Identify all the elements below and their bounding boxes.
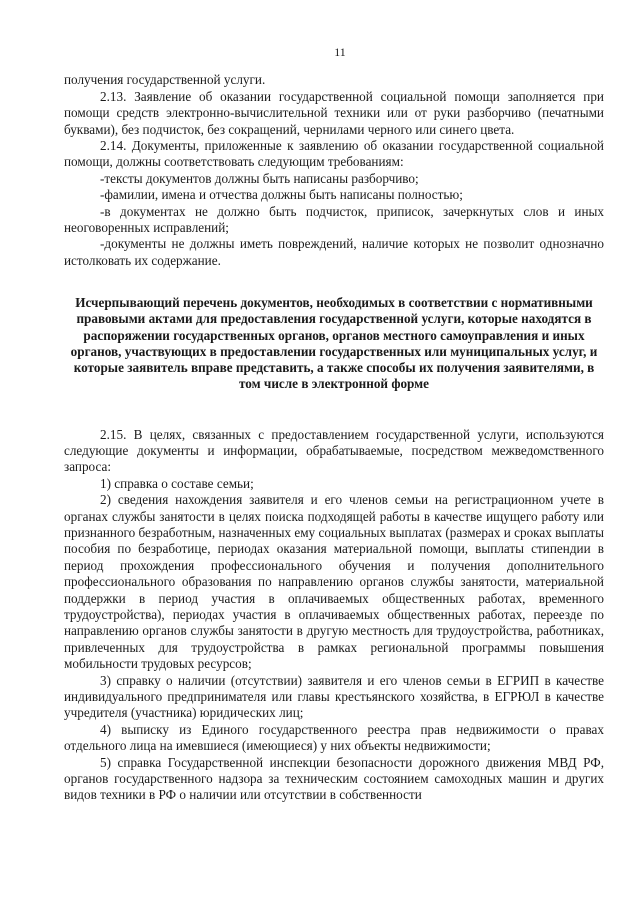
paragraph-2-14: 2.14. Документы, приложенные к заявлению об оказании государственной социальной помощи, должны соответствовать следующим требованиям: — [64, 138, 604, 170]
paragraph-2-13: 2.13. Заявление об оказании государственной социальной помощи заполняется при помощи средств электронно-вычислительной техники или от руки разборчиво (печатными буквами), без подчисток, без сокращений, чернилами черного или синего цвета. — [64, 88, 604, 137]
list-item: 5) справка Государственной инспекции безопасности дорожного движения МВД РФ, органов государственного надзора за техническим состоянием самоходных машин и других видов техники в РФ о наличии или отсутствии в собственности — [64, 754, 604, 803]
top-section — [64, 72, 604, 269]
list-item: 4) выписку из Единого государственного реестра прав недвижимости о правах отдельного лица на имевшиеся (имеющиеся) у них объекты недвижимости; — [64, 721, 604, 754]
requirement-item: -документы не должны иметь повреждений, наличие которых не позволит однозначно истолковать их содержание. — [64, 236, 604, 268]
requirement-item: -тексты документов должны быть написаны разборчиво; — [100, 170, 419, 186]
bottom-section — [64, 427, 604, 804]
list-item: 3) справку о наличии (отсутствии) заявителя и его членов семьи в ЕГРИП в качестве индивидуального предпринимателя или главы крестьянского хозяйства, в ЕГРЮЛ в качестве учредителя (участника) юридических лиц; — [64, 672, 604, 721]
list-item: 1) справка о составе семьи; — [100, 475, 254, 491]
section-heading: Исчерпывающий перечень документов, необходимых в соответствии с нормативными правовыми актами для предоставления государственной услуги, которые находятся в распоряжении государственных органов, органов местного самоуправления и иных органов, участвующих в предоставлении государственных или муниципальных услуг, и которые заявитель вправе представить, а также способы их получения заявителями, в том числе в электронной форме — [70, 295, 598, 392]
paragraph-continuation: получения государственной услуги. — [64, 72, 266, 88]
requirement-item: -фамилии, имена и отчества должны быть написаны полностью; — [100, 187, 463, 203]
requirement-item: -в документах не должно быть подчисток, приписок, зачеркнутых слов и иных неоговоренных исправлений; — [64, 203, 604, 236]
list-item: 2) сведения нахождения заявителя и его членов семьи на регистрационном учете в органах службы занятости в целях поиска подходящей работы в качестве ищущего работу или признанного безработным, назначенных ему социальных выплатах (размерах и сроках выплаты пособия по безработице, периодах оказания материальной помощи, выплаты стипендии в период прохождения профессионального обучения и получения дополнительного профессионального образования по направлению органов службы занятости, материальной поддержки в период участия в оплачиваемых общественных работах, временного трудоустройства), периодах участия в оплачиваемых общественных работах, переезде по направлению органов службы занятости в другую местность для трудоустройства, работниках, привлеченных для трудоустройства в рамках региональной программы повышения мобильности трудовых ресурсов; — [64, 492, 604, 672]
paragraph-2-15: 2.15. В целях, связанных с предоставлением государственной услуги, используются следующие документы и информации, обрабатываемые, посредством межведомственного запроса: — [64, 426, 604, 475]
document-page — [64, 44, 604, 804]
page-number: 11 — [334, 45, 346, 59]
